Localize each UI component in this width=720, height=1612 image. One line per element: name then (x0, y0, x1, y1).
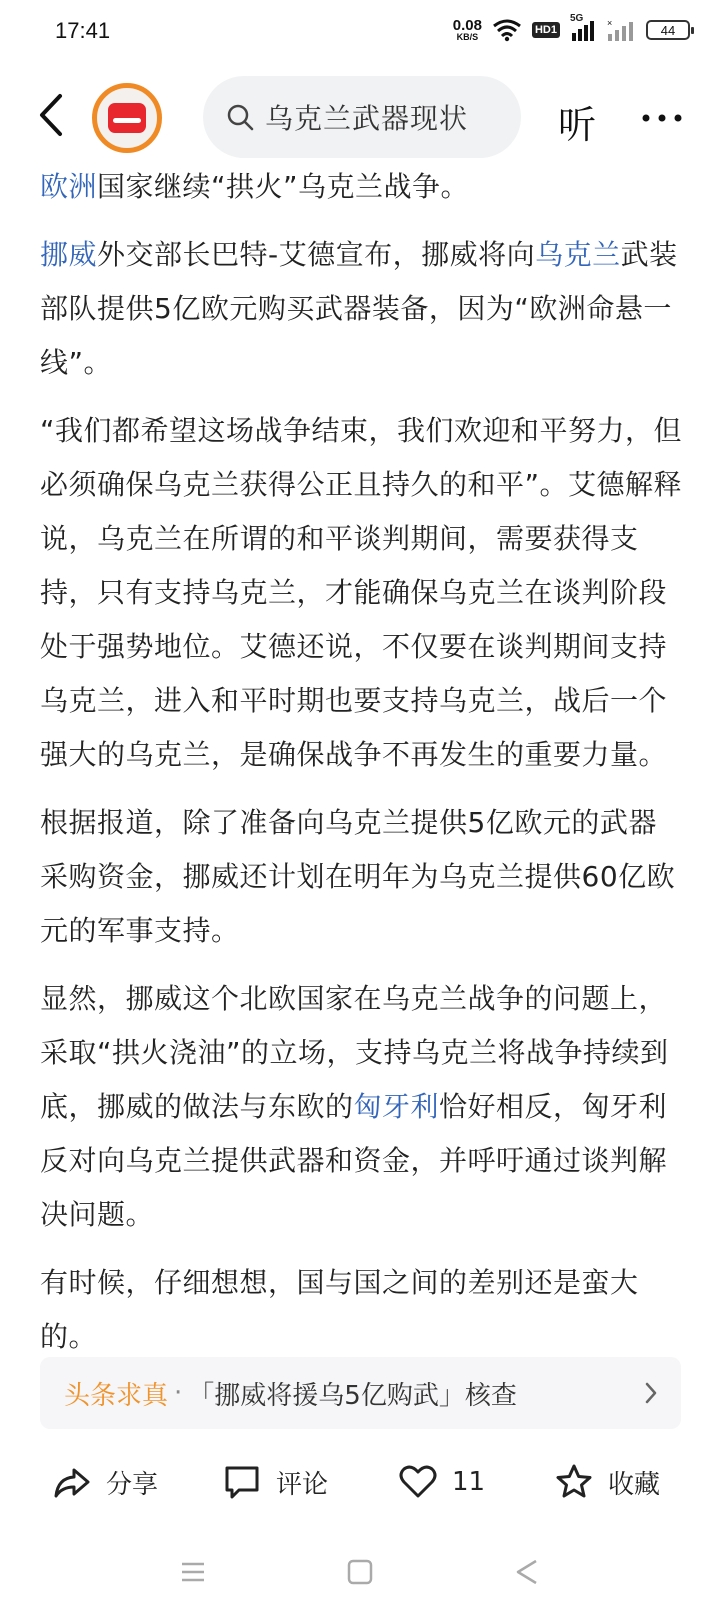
article-text: 有时候，仔细想想，国与国之间的差别还是蛮大的。 (40, 1266, 639, 1353)
toutiao-logo-icon (108, 103, 146, 133)
status-icons (452, 13, 690, 42)
comment-icon (222, 1462, 262, 1502)
comment-button[interactable] (222, 1462, 328, 1502)
article-paragraph (40, 404, 685, 782)
svg-text:×: × (607, 18, 613, 28)
search-icon (225, 102, 255, 132)
article-text: 武装部队提供5亿欧元购买武器装备，因为“欧洲命悬一线”。 (40, 238, 678, 379)
article-link[interactable]: 匈牙利 (353, 1090, 440, 1123)
hd-voice-icon: HD1 (532, 22, 560, 38)
article-text: 恰好相反，匈牙利反对向乌克兰提供武器和资金，并呼吁通过谈判解决问题。 (40, 1090, 668, 1231)
network-speed (453, 18, 482, 42)
menu-icon[interactable] (178, 1556, 208, 1588)
share-icon (52, 1462, 92, 1502)
article-paragraph (40, 972, 685, 1242)
favorite-button[interactable] (554, 1462, 660, 1502)
article-link[interactable]: 乌克兰 (535, 238, 621, 271)
network-type-label: 5G (570, 13, 584, 24)
search-box[interactable] (203, 76, 521, 158)
action-bar (0, 1440, 720, 1530)
network-speed-value: 0.08 (452, 17, 482, 34)
comment-label: 评论 (276, 1469, 329, 1500)
fact-check-title: 「挪威将援乌5亿购武」核查 (188, 1380, 517, 1411)
network-speed-unit: KB/S (456, 32, 479, 42)
article-paragraph (40, 160, 685, 214)
signal-strength-2-icon (606, 18, 636, 42)
article-paragraph (40, 796, 685, 958)
nav-back-icon[interactable] (512, 1556, 542, 1588)
star-icon (554, 1462, 594, 1502)
like-button[interactable] (398, 1462, 485, 1502)
article-text: “我们都希望这场战争结束，我们欢迎和平努力，但必须确保乌克兰获得公正且持久的和平”。艾德解释说，乌克兰在所谓的和平谈判期间，需要获得支持，只有支持乌克兰，才能确保乌克兰在谈判阶段处于强势地位。艾德还说，不仅要在谈判期间支持乌克兰，进入和平时期也要支持乌克兰，战后一个强大的乌克兰，是确保战争不再发生的重要力量。 (40, 414, 683, 771)
share-button[interactable] (52, 1462, 158, 1502)
app-logo[interactable] (92, 83, 162, 153)
heart-icon (398, 1462, 438, 1502)
share-label: 分享 (106, 1469, 159, 1500)
like-count: 11 (452, 1467, 486, 1497)
article-text: 显然，挪威这个北欧国家在乌克兰战争的问题上，采取“拱火浇油”的立场，支持乌克兰将战争持续到底，挪威的做法与东欧的 (40, 982, 669, 1123)
chevron-right-icon (643, 1381, 659, 1405)
favorite-label: 收藏 (608, 1469, 661, 1500)
fact-check-card[interactable] (40, 1357, 681, 1429)
article-text: 外交部长巴特-艾德宣布，挪威将向 (97, 238, 536, 271)
battery-indicator: 44 (646, 20, 690, 40)
system-nav-bar (0, 1540, 720, 1612)
more-options-icon[interactable] (638, 98, 686, 138)
article-paragraph (40, 1256, 685, 1364)
fact-check-brand: 头条求真 (64, 1380, 169, 1411)
status-bar (0, 0, 720, 64)
wifi-icon (492, 18, 522, 42)
status-time: 17:41 (55, 18, 111, 43)
article-link[interactable]: 挪威 (40, 238, 98, 271)
article-paragraph (40, 228, 685, 390)
listen-button[interactable]: 听 (558, 103, 597, 147)
article-link[interactable]: 欧洲 (40, 170, 98, 203)
article-text: 国家继续“拱火”乌克兰战争。 (97, 170, 470, 203)
article-text: 根据报道，除了准备向乌克兰提供5亿欧元的武器采购资金，挪威还计划在明年为乌克兰提供60亿欧元的军事支持。 (40, 806, 676, 947)
back-arrow-icon[interactable] (32, 90, 72, 140)
article-body (40, 160, 685, 1378)
search-query: 乌克兰武器现状 (265, 102, 469, 135)
top-bar (0, 72, 720, 162)
fact-check-separator: · (174, 1378, 183, 1408)
home-icon[interactable] (345, 1556, 375, 1588)
signal-5g (570, 13, 596, 41)
